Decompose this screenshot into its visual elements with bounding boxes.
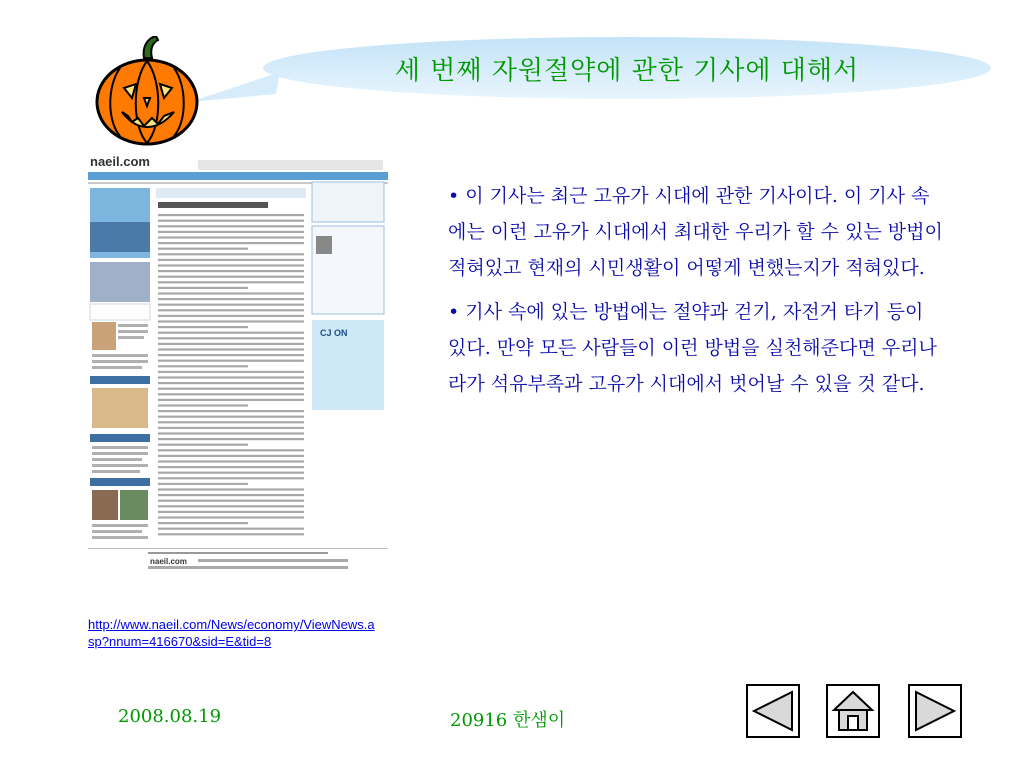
thumbnail-text-line [158, 393, 304, 395]
prev-slide-button[interactable] [746, 684, 800, 738]
thumbnail-text-line [158, 455, 304, 457]
thumbnail-text-line [158, 298, 304, 300]
thumbnail-text-line [158, 276, 304, 278]
thumbnail-text-line [158, 416, 304, 418]
thumbnail-text-line [158, 516, 304, 518]
article-screenshot [88, 152, 388, 572]
thumbnail-text-line [158, 270, 304, 272]
thumbnail-text-line [158, 382, 304, 384]
thumbnail-text-line [158, 533, 304, 535]
thumbnail-text-line [158, 248, 248, 250]
triangle-right-icon [910, 686, 960, 736]
thumbnail-text-line [158, 348, 304, 350]
next-slide-button[interactable] [908, 684, 962, 738]
slide-date: 2008.08.19 [118, 706, 222, 727]
thumbnail-text-line [158, 472, 304, 474]
thumbnail-text-line [158, 236, 304, 238]
site-logo: naeil.com [90, 154, 150, 169]
thumbnail-text-line [158, 292, 304, 294]
thumbnail-text-line [158, 511, 304, 513]
home-button[interactable] [826, 684, 880, 738]
thumbnail-text-line [158, 365, 248, 367]
thumbnail-text-line [158, 477, 304, 479]
thumbnail-text-line [158, 326, 248, 328]
article-summary [448, 178, 946, 410]
thumbnail-text-line [158, 500, 304, 502]
thumbnail-text-line [158, 287, 248, 289]
thumbnail-text-line [158, 343, 304, 345]
pumpkin-icon [92, 36, 202, 146]
thumbnail-text-line [158, 281, 304, 283]
thumbnail-text-line [158, 225, 304, 227]
thumbnail-text-line [158, 253, 304, 255]
thumbnail-text-line [158, 337, 304, 339]
thumbnail-text-line [158, 505, 304, 507]
thumbnail-text-line [158, 354, 304, 356]
thumbnail-text-line [158, 444, 248, 446]
thumbnail-text-line [158, 438, 304, 440]
slide-author: 20916 한샘이 [450, 710, 566, 731]
thumbnail-text-line [158, 421, 304, 423]
thumbnail-text-line [158, 259, 304, 261]
thumbnail-text-line [158, 264, 304, 266]
thumbnail-text-line [158, 304, 304, 306]
article-screenshot-image [88, 152, 388, 572]
thumbnail-text-line [158, 231, 304, 233]
thumbnail-text-line [158, 388, 304, 390]
thumbnail-text-line [158, 427, 304, 429]
summary-paragraph-2: • 기사 속에 있는 방법에는 절약과 걷기, 자전거 타기 등이 있다. 만약 모든 사람들이 이런 방법을 실천해준다면 우리나라가 석유부족과 고유가 시대에서 벗어날 수 있을 것 같다. [448, 301, 937, 395]
thumbnail-text-line [158, 494, 304, 496]
thumbnail-text-line [158, 320, 304, 322]
thumbnail-text-line [158, 360, 304, 362]
thumbnail-text-line [158, 309, 304, 311]
thumbnail-text-line [158, 460, 304, 462]
thumbnail-text-line [158, 315, 304, 317]
article-link[interactable]: http://www.naeil.com/News/economy/ViewNews.asp?nnum=416670&sid=E&tid=8 [88, 617, 375, 649]
thumbnail-text-line [158, 410, 304, 412]
thumbnail-text-line [158, 399, 304, 401]
thumbnail-text-line [158, 404, 248, 406]
thumbnail-text-line [158, 371, 304, 373]
thumbnail-text-line [158, 220, 304, 222]
triangle-left-icon [748, 686, 798, 736]
thumbnail-text-line [158, 528, 304, 530]
slide-title: 세 번째 자원절약에 관한 기사에 대해서 [394, 55, 860, 86]
thumbnail-text-line [158, 483, 248, 485]
thumbnail-text-line [158, 449, 304, 451]
thumbnail-text-line [158, 214, 304, 216]
thumbnail-text-line [158, 432, 304, 434]
thumbnail-text-line [158, 376, 304, 378]
footer-logo: naeil.com [150, 557, 187, 566]
thumbnail-text-line [158, 488, 304, 490]
summary-paragraph-1: • 이 기사는 최근 고유가 시대에 관한 기사이다. 이 기사 속에는 이런 고유가 시대에서 최대한 우리가 할 수 있는 방법이 적혀있고 현재의 시민생활이 어떻게 변했는지가 적혀있다. [448, 185, 943, 279]
thumbnail-text-line [158, 332, 304, 334]
thumbnail-text-line [158, 466, 304, 468]
thumbnail-text-line [158, 522, 248, 524]
thumbnail-text-line [158, 242, 304, 244]
house-icon [828, 686, 878, 736]
cj-banner: CJ ON [320, 328, 348, 338]
